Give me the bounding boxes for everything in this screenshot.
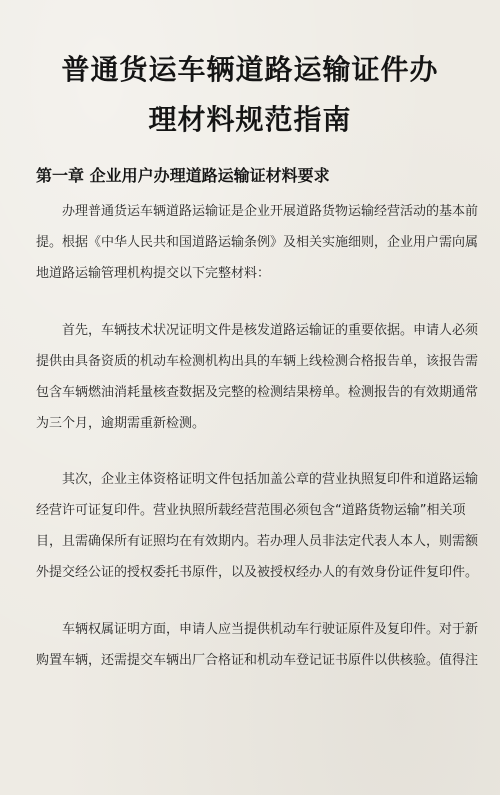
- paragraph-line: 办理普通货运车辆道路运输证是企业开展道路货物运输经营活动的基本前: [62, 204, 479, 219]
- paragraph-line: 经营许可证复印件。营业执照所载经营范围必须包含“道路货物运输”相关项: [36, 503, 466, 518]
- document-title-line-2: 理材料规范指南: [148, 103, 352, 136]
- paragraph-line: 地道路运输管理机构提交以下完整材料：: [36, 266, 271, 281]
- paragraph-line: 为三个月，逾期需重新检测。: [36, 416, 206, 431]
- paragraph-4: [36, 614, 479, 676]
- paragraph-line: 提。根据《中华人民共和国道路运输条例》及相关实施细则，企业用户需向属: [36, 235, 479, 250]
- paragraph-line: 提供由具备资质的机动车检测机构出具的车辆上线检测合格报告单，该报告需: [36, 354, 479, 369]
- chapter-heading: 第一章 企业用户办理道路运输证材料要求: [36, 166, 330, 185]
- paragraph-2: [36, 315, 479, 439]
- paragraph-line: 外提交经公证的授权委托书原件，以及被授权经办人的有效身份证件复印件。: [36, 565, 479, 580]
- paragraph-line: 目，且需确保所有证照均在有效期内。若办理人员非法定代表人本人，则需额: [36, 534, 479, 549]
- paragraph-line: 其次，企业主体资格证明文件包括加盖公章的营业执照复印件和道路运输: [62, 472, 479, 487]
- paragraph-line: 首先，车辆技术状况证明文件是核发道路运输证的重要依据。申请人必须: [62, 323, 479, 338]
- paragraph-3: [36, 464, 479, 588]
- document-title-line-1: 普通货运车辆道路运输证件办: [61, 53, 439, 86]
- paragraph-1: [36, 196, 479, 289]
- paragraph-line: 购置车辆，还需提交车辆出厂合格证和机动车登记证书原件以供核验。值得注: [36, 653, 479, 668]
- paragraph-line: 车辆权属证明方面，申请人应当提供机动车行驶证原件及复印件。对于新: [62, 622, 479, 637]
- paragraph-line: 包含车辆燃油消耗量核查数据及完整的检测结果榜单。检测报告的有效期通常: [36, 385, 479, 400]
